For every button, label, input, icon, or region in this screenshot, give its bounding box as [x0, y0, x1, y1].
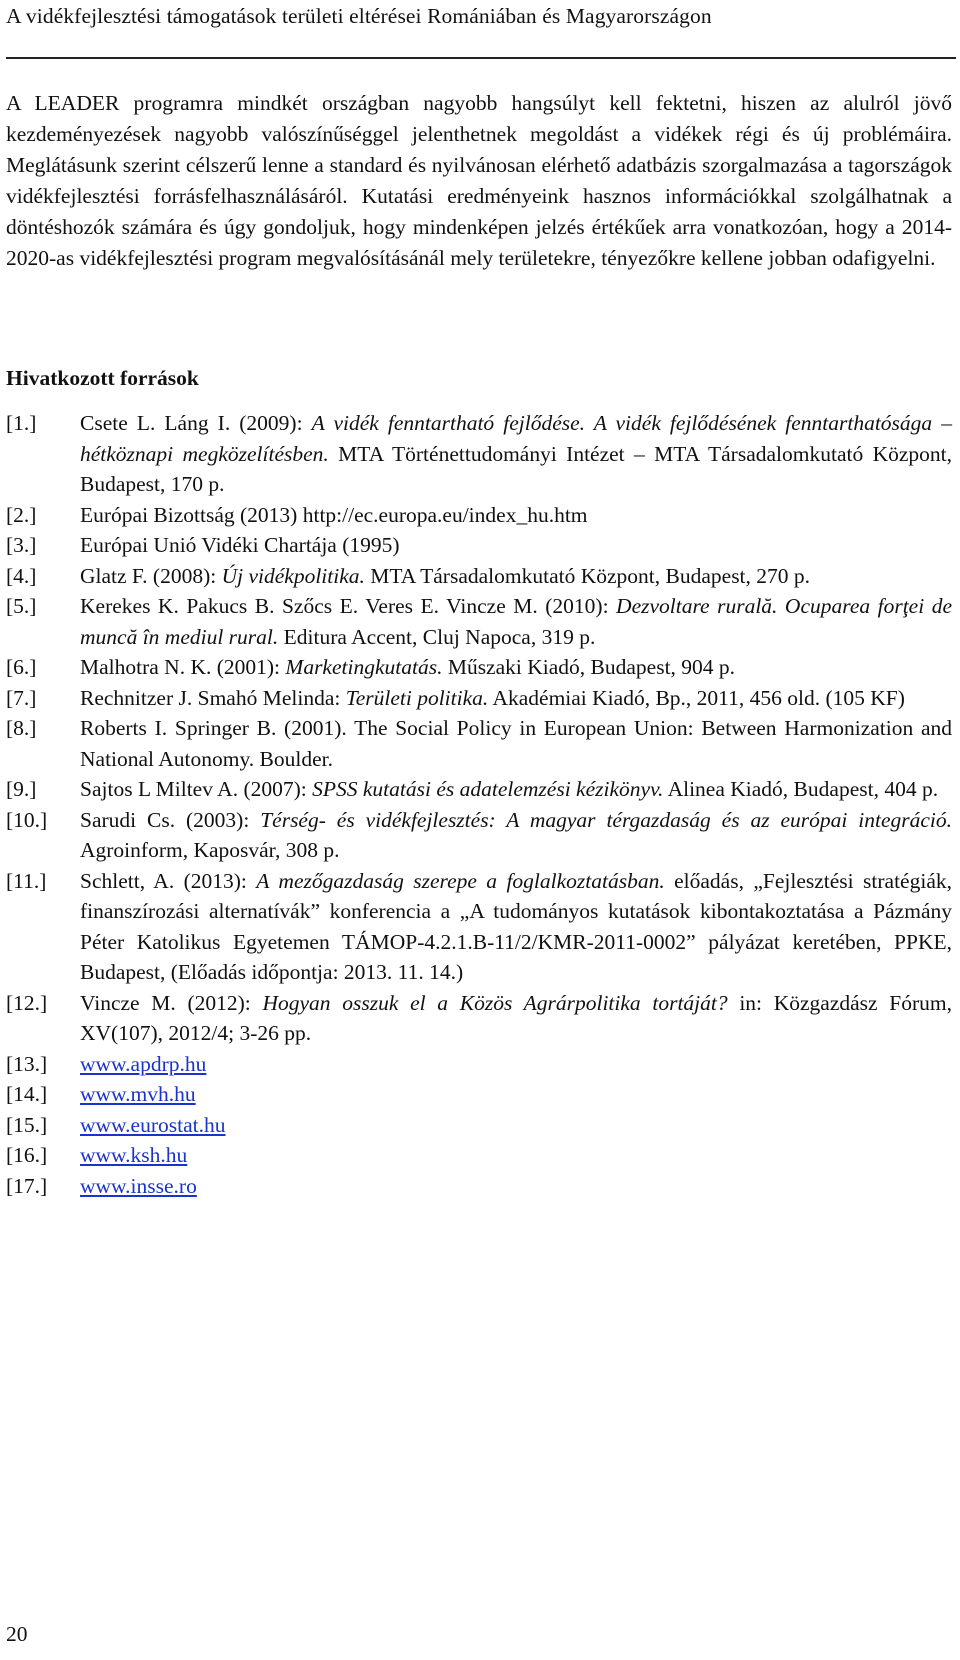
reference-link-mvh[interactable]: www.mvh.hu [80, 1082, 196, 1106]
reference-link-item [6, 1110, 952, 1141]
reference-item [6, 530, 952, 561]
reference-title: A mezőgazdaság szerepe a foglalkoztatásban. [256, 868, 665, 893]
reference-number: [1.] [6, 411, 37, 435]
reference-link-insse[interactable]: www.insse.ro [80, 1173, 197, 1198]
reference-item [6, 683, 952, 714]
reference-number: [15.] [6, 1112, 48, 1137]
reference-text [80, 683, 952, 714]
reference-publisher: Műszaki Kiadó, Budapest, 904 p. [442, 655, 736, 679]
reference-link-item [6, 1140, 952, 1171]
reference-publisher: Akadémiai Kiadó, Bp., 2011, 456 old. (105 KF) [488, 685, 905, 710]
reference-list [6, 408, 952, 1201]
reference-title: SPSS kutatási és adatelemzési kézikönyv. [312, 777, 664, 801]
reference-publisher: Alinea Kiadó, Budapest, 404 p. [663, 777, 939, 801]
reference-authors: Kerekes K. Pakucs B. Szőcs E. Veres E. Vincze M. (2010): [80, 594, 617, 618]
reference-authors: Rechnitzer J. Smahó Melinda: [80, 685, 346, 710]
reference-item [6, 713, 952, 774]
reference-text [80, 805, 952, 866]
reference-number: [17.] [6, 1173, 48, 1198]
reference-publisher: in: Közgazdász Fórum, XV(107), 2012/4; 3-26 pp. [80, 990, 952, 1045]
reference-text [80, 988, 952, 1049]
reference-link-item [6, 1049, 952, 1080]
reference-authors: Roberts I. Springer B. (2001). The Social Policy in European Union: Between Harmonization and National Autonomy. Boulder. [80, 716, 952, 771]
reference-authors: Csete L. Láng I. (2009): [80, 411, 312, 435]
references-heading: Hivatkozott források [6, 366, 199, 390]
reference-number: [5.] [6, 594, 37, 618]
reference-authors: Glatz F. (2008): [80, 563, 222, 588]
reference-number: [16.] [6, 1143, 48, 1167]
reference-publisher: Editura Accent, Cluj Napoca, 319 p. [278, 624, 596, 649]
reference-text [80, 561, 952, 592]
reference-number: [3.] [6, 533, 37, 557]
reference-number: [14.] [6, 1082, 48, 1106]
reference-link-item [6, 1171, 952, 1202]
conclusion-paragraph: A LEADER programra mindkét országban nagyobb hangsúlyt kell fektetni, hiszen az alulról jövő kezdeményezések nagyobb valószínűséggel jelenthetnek megoldást a vidékek régi és új problémáira. Meglátásunk szerint célszerű lenne a standard és nyilvánosan elérhető adatbázis szorgalmazása a tagországok vidékfejlesztési forrásfelhasználásáról. Kutatási eredményeink hasznos információkkal szolgálhatnak a döntéshozók számára és úgy gondoljuk, hogy mindenképen jelzés értékűek arra vonatkozóan, hogy a 2014-2020-as vidékfejlesztési program megvalósításánál mely területekre, tényezőkre kellene jobban odafigyelni. [6, 91, 952, 270]
reference-text [80, 408, 952, 500]
reference-link-eurostat[interactable]: www.eurostat.hu [80, 1112, 226, 1137]
reference-number: [2.] [6, 502, 37, 527]
reference-title: Területi politika. [345, 685, 489, 710]
reference-authors: Európai Unió Vidéki Chartája (1995) [80, 533, 400, 557]
reference-text [80, 713, 952, 774]
reference-number: [9.] [6, 777, 37, 801]
running-header: A vidékfejlesztési támogatások területi eltérései Romániában és Magyarországon [6, 4, 712, 28]
reference-publisher: Agroinform, Kaposvár, 308 p. [80, 838, 340, 862]
reference-text [80, 530, 952, 561]
reference-number: [7.] [6, 685, 37, 710]
reference-text [80, 866, 952, 988]
reference-authors: Vincze M. (2012): [80, 990, 263, 1015]
reference-authors: Schlett, A. (2013): [80, 868, 257, 893]
reference-item [6, 591, 952, 652]
reference-number: [11.] [6, 868, 47, 893]
reference-number: [10.] [6, 807, 48, 832]
reference-item [6, 774, 952, 805]
reference-link-ksh[interactable]: www.ksh.hu [80, 1143, 188, 1167]
reference-item [6, 561, 952, 592]
reference-item [6, 652, 952, 683]
reference-publisher: előadás, „Fejlesztési stratégiák, finanszírozási alternatívák” konferencia a „A tudományos kutatások kibontakoztatása a Pázmány Péter Katolikus Egyetemen TÁMOP-4.2.1.B-11/2/KMR-2011-0002” pályázat keretében, PPKE, Budapest, (Előadás időpontja: 2013. 11. 14.) [80, 868, 952, 984]
reference-text [80, 652, 952, 683]
reference-number: [4.] [6, 563, 37, 588]
reference-text [80, 591, 952, 652]
reference-title: Hogyan osszuk el a Közös Agrárpolitika tortáját? [262, 990, 728, 1015]
reference-publisher: MTA Történettudományi Intézet – MTA Társadalomkutató Központ, Budapest, 170 p. [80, 441, 953, 496]
reference-title: Új vidékpolitika. [221, 563, 365, 588]
reference-title: A vidék fenntartható fejlődése. A vidék fejlődésének fenntarthatósága – hétköznapi megközelítésben. [80, 411, 952, 466]
reference-title: Dezvoltare rurală. Ocuparea forţei de muncă în mediul rural. [80, 594, 952, 649]
reference-number: [8.] [6, 716, 37, 740]
reference-item [6, 500, 952, 531]
reference-number: [12.] [6, 990, 48, 1015]
reference-link-apdrp[interactable]: www.apdrp.hu [80, 1051, 207, 1076]
reference-authors: Malhotra N. K. (2001): [80, 655, 286, 679]
header-divider [6, 57, 956, 59]
reference-text [80, 500, 952, 531]
reference-number: [13.] [6, 1051, 48, 1076]
reference-number: [6.] [6, 655, 37, 679]
reference-item [6, 988, 952, 1049]
reference-item [6, 805, 952, 866]
reference-text [80, 774, 952, 805]
reference-authors: Sajtos L Miltev A. (2007): [80, 777, 313, 801]
reference-title: Térség- és vidékfejlesztés: A magyar térgazdaság és az európai integráció. [260, 807, 953, 832]
reference-link-item [6, 1079, 952, 1110]
reference-authors: Európai Bizottság (2013) http://ec.europa.eu/index_hu.htm [80, 502, 588, 527]
reference-title: Marketingkutatás. [285, 655, 443, 679]
page-number: 20 [6, 1622, 28, 1646]
reference-item [6, 408, 952, 500]
reference-item [6, 866, 952, 988]
reference-authors: Sarudi Cs. (2003): [80, 807, 261, 832]
reference-publisher: MTA Társadalomkutató Központ, Budapest, 270 p. [364, 563, 811, 588]
